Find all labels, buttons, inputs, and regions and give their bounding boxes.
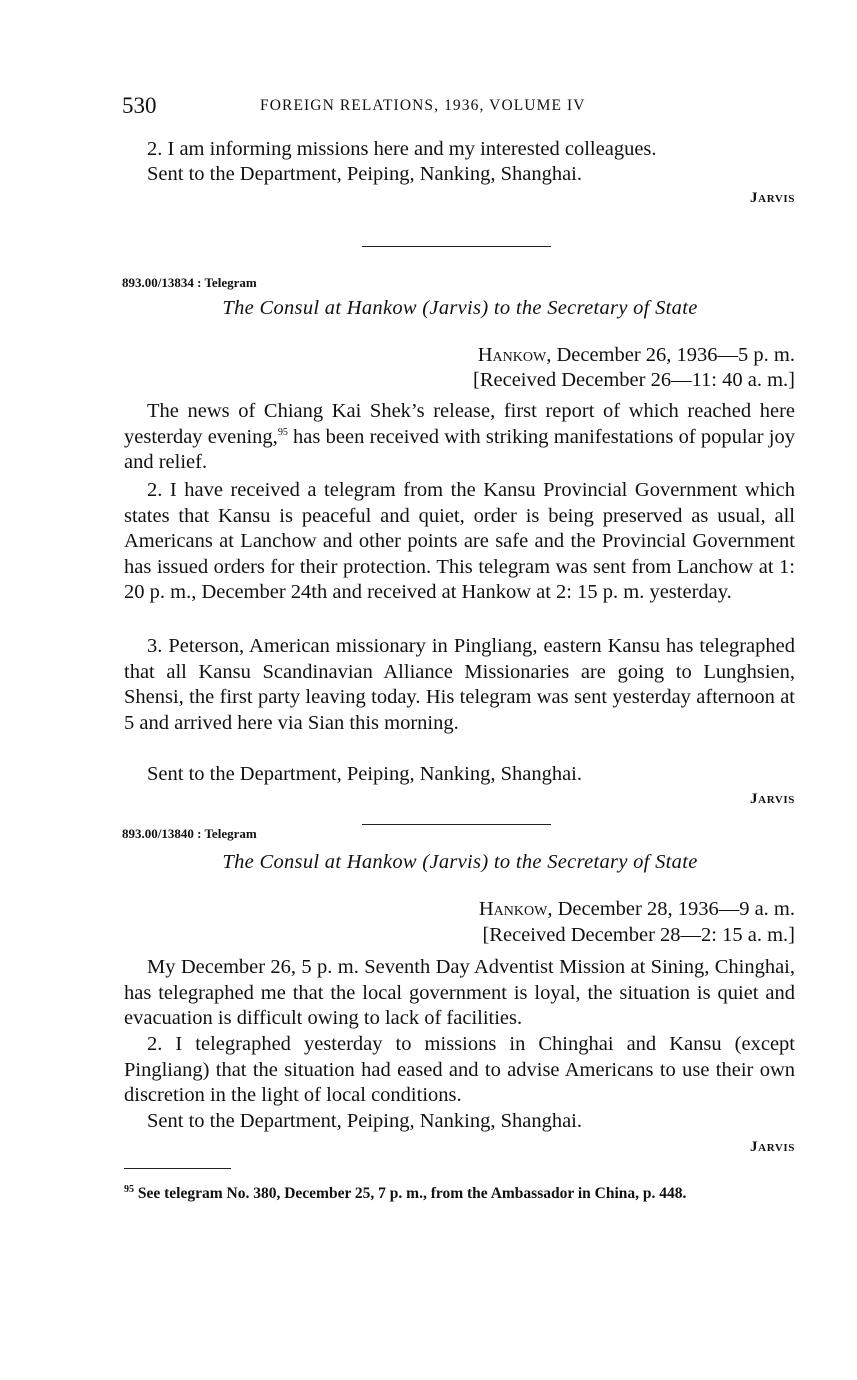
signature-text: Jarvis (750, 1139, 795, 1155)
document-1-paragraph-2: 2. I have received a telegram from the Kansu Provincial Government which states that Kansu is peaceful and quiet, order is being preserved as usual, all Americans at Lanchow and other points are safe and the Provincial Government has issued orders for their protection. This telegram was sent from Lanchow at 1: 20 p. m., December 24th and received at Hankow at 2: 15 p. m. yesterday. (124, 479, 795, 604)
dateline-date: , December 28, 1936—9 a. m. (547, 898, 795, 920)
footnote-text: See telegram No. 380, December 25, 7 p. m., from the Ambassador in China, p. 448. (134, 1185, 687, 1202)
page-number: 530 (122, 93, 157, 118)
section-divider (362, 246, 551, 247)
document-title: The Consul at Hankow (Jarvis) to the Secretary of State (222, 851, 698, 873)
running-head: FOREIGN RELATIONS, 1936, VOLUME IV (260, 97, 586, 114)
document-reference: 893.00/13840 : Telegram (122, 826, 257, 841)
document-title: The Consul at Hankow (Jarvis) to the Secretary of State (222, 297, 698, 319)
prior-paragraph-2: Sent to the Department, Peiping, Nanking, Shanghai. (147, 163, 582, 185)
document-1-paragraph-4: Sent to the Department, Peiping, Nanking, Shanghai. (147, 763, 582, 785)
prior-paragraph-1: 2. I am informing missions here and my interested colleagues. (147, 138, 657, 160)
footnote-reference: 95 (277, 426, 288, 438)
footnote (124, 1185, 795, 1203)
signature-text: Jarvis (750, 791, 795, 807)
document-1-paragraph-1 (124, 399, 795, 476)
dateline (479, 898, 795, 921)
footnote-mark: 95 (124, 1183, 134, 1195)
document-2-paragraph-3: Sent to the Department, Peiping, Nanking, Shanghai. (147, 1110, 582, 1132)
document-2-paragraph-2: 2. I telegraphed yesterday to missions in Chinghai and Kansu (except Pingliang) that the situation had eased and to advise Americans to use their own discretion in the light of local conditions. (124, 1033, 795, 1107)
received-line: [Received December 28—2: 15 a. m.] (482, 924, 795, 946)
dateline-date: , December 26, 1936—5 p. m. (546, 344, 795, 366)
footnote-divider (124, 1168, 231, 1169)
signature-text: Jarvis (750, 190, 795, 206)
paragraph-text: The news of Chiang Kai Shek’s release, first report of which reached here yesterday evening, (124, 400, 795, 448)
prior-signature (750, 190, 795, 207)
document-2-paragraph-1: My December 26, 5 p. m. Seventh Day Adventist Mission at Sining, Chinghai, has telegraphed me that the local government is loyal, the situation is quiet and evacuation is difficult owing to lack of facilities. (124, 956, 795, 1030)
dateline (478, 344, 795, 367)
document-reference: 893.00/13834 : Telegram (122, 275, 257, 290)
dateline-place: Hankow (477, 344, 547, 366)
document-1-paragraph-3: 3. Peterson, American missionary in Pingliang, eastern Kansu has telegraphed that all Kansu Scandinavian Alliance Missionaries are going to Lunghsien, Shensi, the first party leaving today. His telegram was sent yesterday afternoon at 5 and arrived here via Sian this morning. (124, 635, 795, 734)
document-1-signature (750, 791, 795, 808)
dateline-place: Hankow (478, 898, 548, 920)
received-line: [Received December 26—11: 40 a. m.] (473, 369, 795, 391)
paragraph-text: has been received with striking manifestations of popular joy and relief. (124, 425, 795, 474)
section-divider (362, 824, 551, 825)
page-header (122, 91, 797, 121)
document-2-signature (750, 1139, 795, 1156)
